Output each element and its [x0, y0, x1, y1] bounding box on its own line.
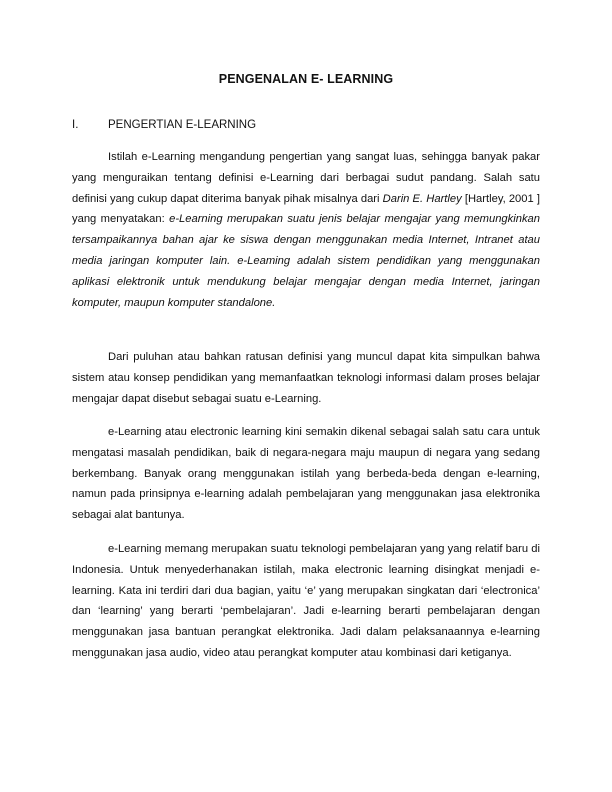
citation-text: [Hartley, 2001 ] yang menyatakan: — [72, 192, 540, 226]
paragraph-conclusion: Dari puluhan atau bahkan ratusan definisi yang muncul dapat kita simpulkan bahwa sistem atau konsep pendidikan yang memanfaatkan teknologi informasi dalam proses belajar mengajar dapat disebut sebagai suatu e-Learning. — [72, 351, 540, 405]
paragraph-indonesia: e-Learning memang merupakan suatu teknologi pembelajaran yang yang relatif baru di Indonesia. Untuk menyederhanakan istilah, maka electronic learning disingkat menjadi e-learning. Kata ini terdiri dari dua bagian, yaitu ‘e’ yang merupakan singkatan dari ‘electronica’ dan ‘learning’ yang berarti ‘pembelajaran’. Jadi e-learning berarti pembelajaran dengan menggunakan jasa bantuan perangkat elektronika. Jadi dalam pelaksanaannya e-learning menggunakan jasa audio, video atau perangkat komputer atau kombinasi dari ketiganya. — [72, 543, 540, 659]
author-name: Darin E. Hartley — [382, 192, 462, 205]
paragraph-electronic-learning: e-Learning atau electronic learning kini semakin dikenal sebagai salah satu cara untuk mengatasi masalah pendidikan, baik di negara-negara maju maupun di negara yang sedang berkembang. Banyak orang menggunakan istilah yang berbeda-beda dengan e-learning, namun pada prinsipnya e-learning adalah pembelajaran yang menggunakan jasa elektronika sebagai alat bantunya. — [72, 426, 540, 522]
definition-quote: e-Learning merupakan suatu jenis belajar mengajar yang memungkinkan tersampaikannya bahan ajar ke siswa dengan menggunakan media Internet, Intranet atau media jaringan komputer lain. e-Leaming adalah sistem pendidikan yang menggunakan aplikasi elektronik untuk mendukung belajar mengajar dengan media Internet, jaringan komputer, maupun komputer standalone. — [72, 213, 540, 309]
section-number: I. — [72, 119, 79, 131]
section-heading — [72, 119, 256, 131]
paragraph-definition — [72, 147, 540, 313]
section-title: PENGERTIAN E-LEARNING — [108, 119, 257, 131]
document-title: PENGENALAN E- LEARNING — [218, 72, 394, 86]
paragraph-definition-intro: Istilah e-Learning mengandung pengertian yang sangat luas, sehingga banyak pakar yang menguraikan tentang definisi e-Learning dari berbagai sudut pandang. Salah satu definisi yang cukup dapat diterima banyak pihak misalnya dari — [72, 151, 540, 205]
